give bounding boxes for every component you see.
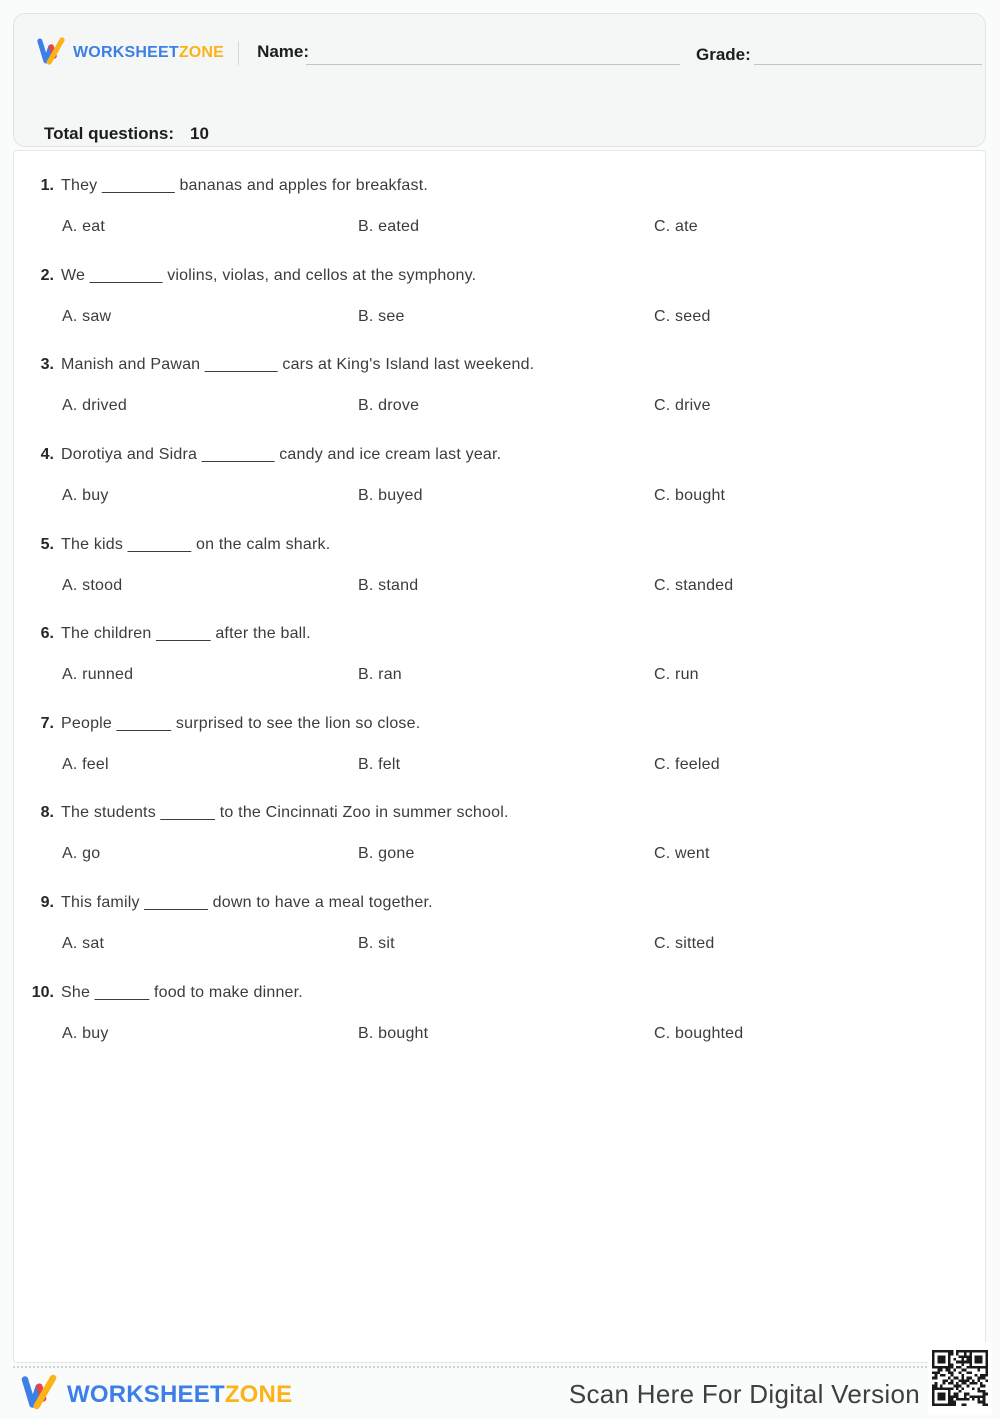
- option-a: A. saw: [62, 308, 112, 325]
- option-c: C. boughted: [654, 1025, 744, 1042]
- question-7: [0, 715, 1000, 785]
- grade-write-line[interactable]: [754, 64, 982, 65]
- question-number: 2.: [40, 267, 54, 284]
- option-b: B. felt: [358, 756, 401, 773]
- option-b: B. see: [358, 308, 405, 325]
- qr-code-icon: [928, 1342, 992, 1414]
- question-number: 4.: [40, 446, 54, 463]
- question-6: [0, 625, 1000, 695]
- option-a: A. eat: [62, 218, 106, 235]
- option-b: B. ran: [358, 666, 402, 683]
- header-box: [13, 13, 986, 147]
- footer-brand-logo: [20, 1370, 292, 1419]
- question-10: [0, 984, 1000, 1054]
- option-c: C. ate: [654, 218, 698, 235]
- option-a: A. sat: [62, 935, 105, 952]
- option-b: B. drove: [358, 397, 420, 414]
- question-number: 3.: [40, 356, 54, 373]
- w-checkmark-icon: [20, 1370, 58, 1419]
- question-stem: They ________ bananas and apples for breakfast.: [61, 177, 428, 194]
- option-a: A. go: [62, 845, 101, 862]
- divider: [238, 41, 239, 65]
- cut-line-divider: [13, 1366, 987, 1368]
- question-5: [0, 536, 1000, 606]
- w-checkmark-icon: [36, 33, 66, 74]
- question-stem: The kids _______ on the calm shark.: [61, 536, 331, 553]
- brand-logo: [36, 33, 224, 74]
- option-c: C. run: [654, 666, 699, 683]
- option-b: B. gone: [358, 845, 415, 862]
- option-c: C. sitted: [654, 935, 715, 952]
- brand-name: WORKSHEETZONE: [67, 1380, 293, 1408]
- option-b: B. bought: [358, 1025, 429, 1042]
- question-stem: People ______ surprised to see the lion so close.: [61, 715, 421, 732]
- option-c: C. seed: [654, 308, 711, 325]
- scan-here-label: Scan Here For Digital Version: [568, 1379, 920, 1409]
- question-stem: The children ______ after the ball.: [61, 625, 311, 642]
- name-write-line[interactable]: [306, 64, 680, 65]
- total-questions: [44, 124, 209, 144]
- question-number: 7.: [40, 715, 54, 732]
- option-c: C. drive: [654, 397, 711, 414]
- question-8: [0, 804, 1000, 874]
- option-a: A. stood: [62, 577, 123, 594]
- question-stem: She ______ food to make dinner.: [61, 984, 303, 1001]
- brand-name: WORKSHEETZONE: [73, 44, 225, 61]
- question-stem: This family _______ down to have a meal together.: [61, 894, 433, 911]
- option-b: B. sit: [358, 935, 395, 952]
- option-b: B. buyed: [358, 487, 423, 504]
- question-stem: Dorotiya and Sidra ________ candy and ice cream last year.: [61, 446, 502, 463]
- question-2: [0, 267, 1000, 337]
- question-number: 6.: [40, 625, 54, 642]
- question-3: [0, 356, 1000, 426]
- question-number: 1.: [40, 177, 54, 194]
- option-a: A. buy: [62, 1025, 109, 1042]
- question-stem: We ________ violins, violas, and cellos at the symphony.: [61, 267, 477, 284]
- option-a: A. feel: [62, 756, 109, 773]
- option-a: A. runned: [62, 666, 134, 683]
- question-stem: The students ______ to the Cincinnati Zoo in summer school.: [61, 804, 509, 821]
- option-c: C. standed: [654, 577, 734, 594]
- question-9: [0, 894, 1000, 964]
- option-c: C. bought: [654, 487, 726, 504]
- question-4: [0, 446, 1000, 516]
- total-questions-label: Total questions:: [44, 124, 175, 143]
- question-number: 10.: [31, 984, 54, 1001]
- question-number: 9.: [40, 894, 54, 911]
- option-c: C. went: [654, 845, 710, 862]
- option-c: C. feeled: [654, 756, 720, 773]
- option-a: A. drived: [62, 397, 127, 414]
- name-label: Name:: [257, 42, 310, 61]
- total-questions-value: 10: [190, 124, 209, 143]
- question-1: [0, 177, 1000, 247]
- question-stem: Manish and Pawan ________ cars at King's Island last weekend.: [61, 356, 535, 373]
- option-a: A. buy: [62, 487, 109, 504]
- question-number: 8.: [40, 804, 54, 821]
- option-b: B. stand: [358, 577, 419, 594]
- grade-label: Grade:: [696, 45, 751, 64]
- option-b: B. eated: [358, 218, 420, 235]
- question-number: 5.: [40, 536, 54, 553]
